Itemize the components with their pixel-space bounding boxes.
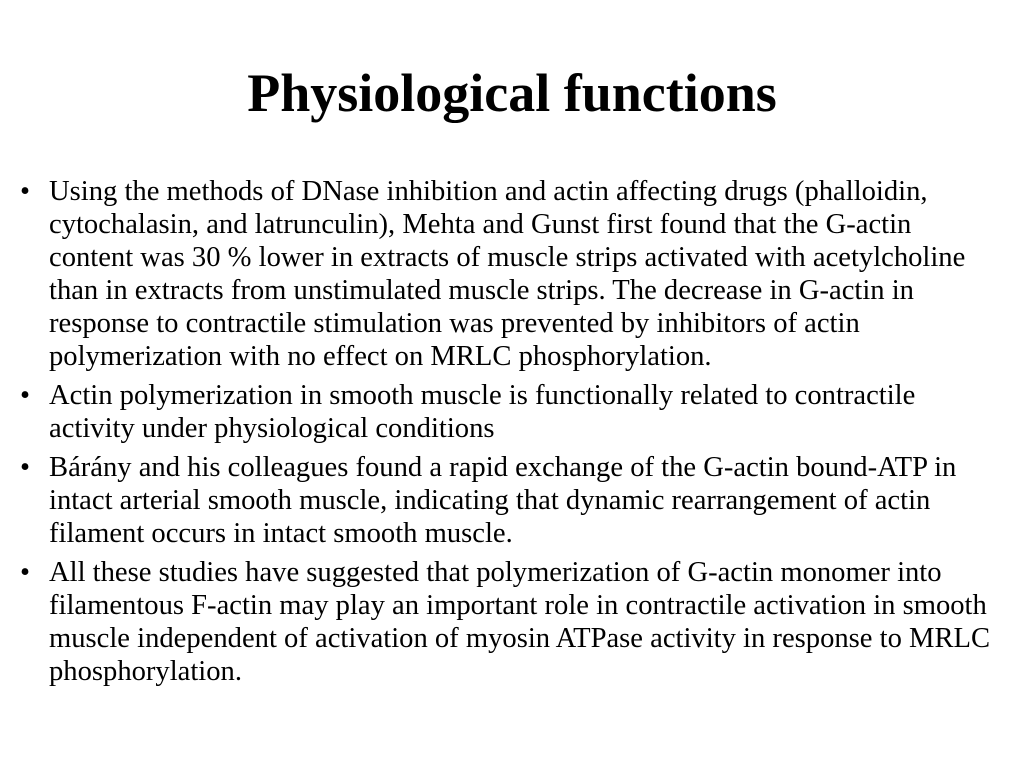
bullet-text: Using the methods of DNase inhibition and actin affecting drugs (phalloidin, cytochalasin, and latrunculin), Mehta and Gunst first found that the G-actin content was 30 % lower in extracts of muscle strips activated with acetylcholine than in extracts from unstimulated muscle strips. The decrease in G-actin in response to contractile stimulation was prevented by inhibitors of actin polymerization with no effect on MRLC phosphorylation.: [49, 176, 966, 372]
bullet-dot-icon: •: [20, 557, 31, 588]
bullet-dot-icon: •: [20, 176, 31, 207]
bullet-item: [20, 451, 995, 550]
bullet-text: All these studies have suggested that polymerization of G-actin monomer into filamentous F-actin may play an important role in contractile activation in smooth muscle independent of activation of myosin ATPase activity in response to MRLC phosphorylation.: [49, 557, 991, 687]
bullet-item: [20, 175, 995, 373]
bullet-item: [20, 556, 995, 688]
bullet-list: [20, 175, 995, 694]
bullet-dot-icon: •: [20, 380, 31, 411]
bullet-text: Bárány and his colleagues found a rapid exchange of the G-actin bound-ATP in intact arterial smooth muscle, indicating that dynamic rearrangement of actin filament occurs in intact smooth muscle.: [49, 452, 957, 549]
bullet-item: [20, 379, 995, 445]
bullet-dot-icon: •: [20, 452, 31, 483]
bullet-text: Actin polymerization in smooth muscle is functionally related to contractile activity under physiological conditions: [49, 380, 916, 444]
slide-title: Physiological functions: [247, 63, 777, 123]
